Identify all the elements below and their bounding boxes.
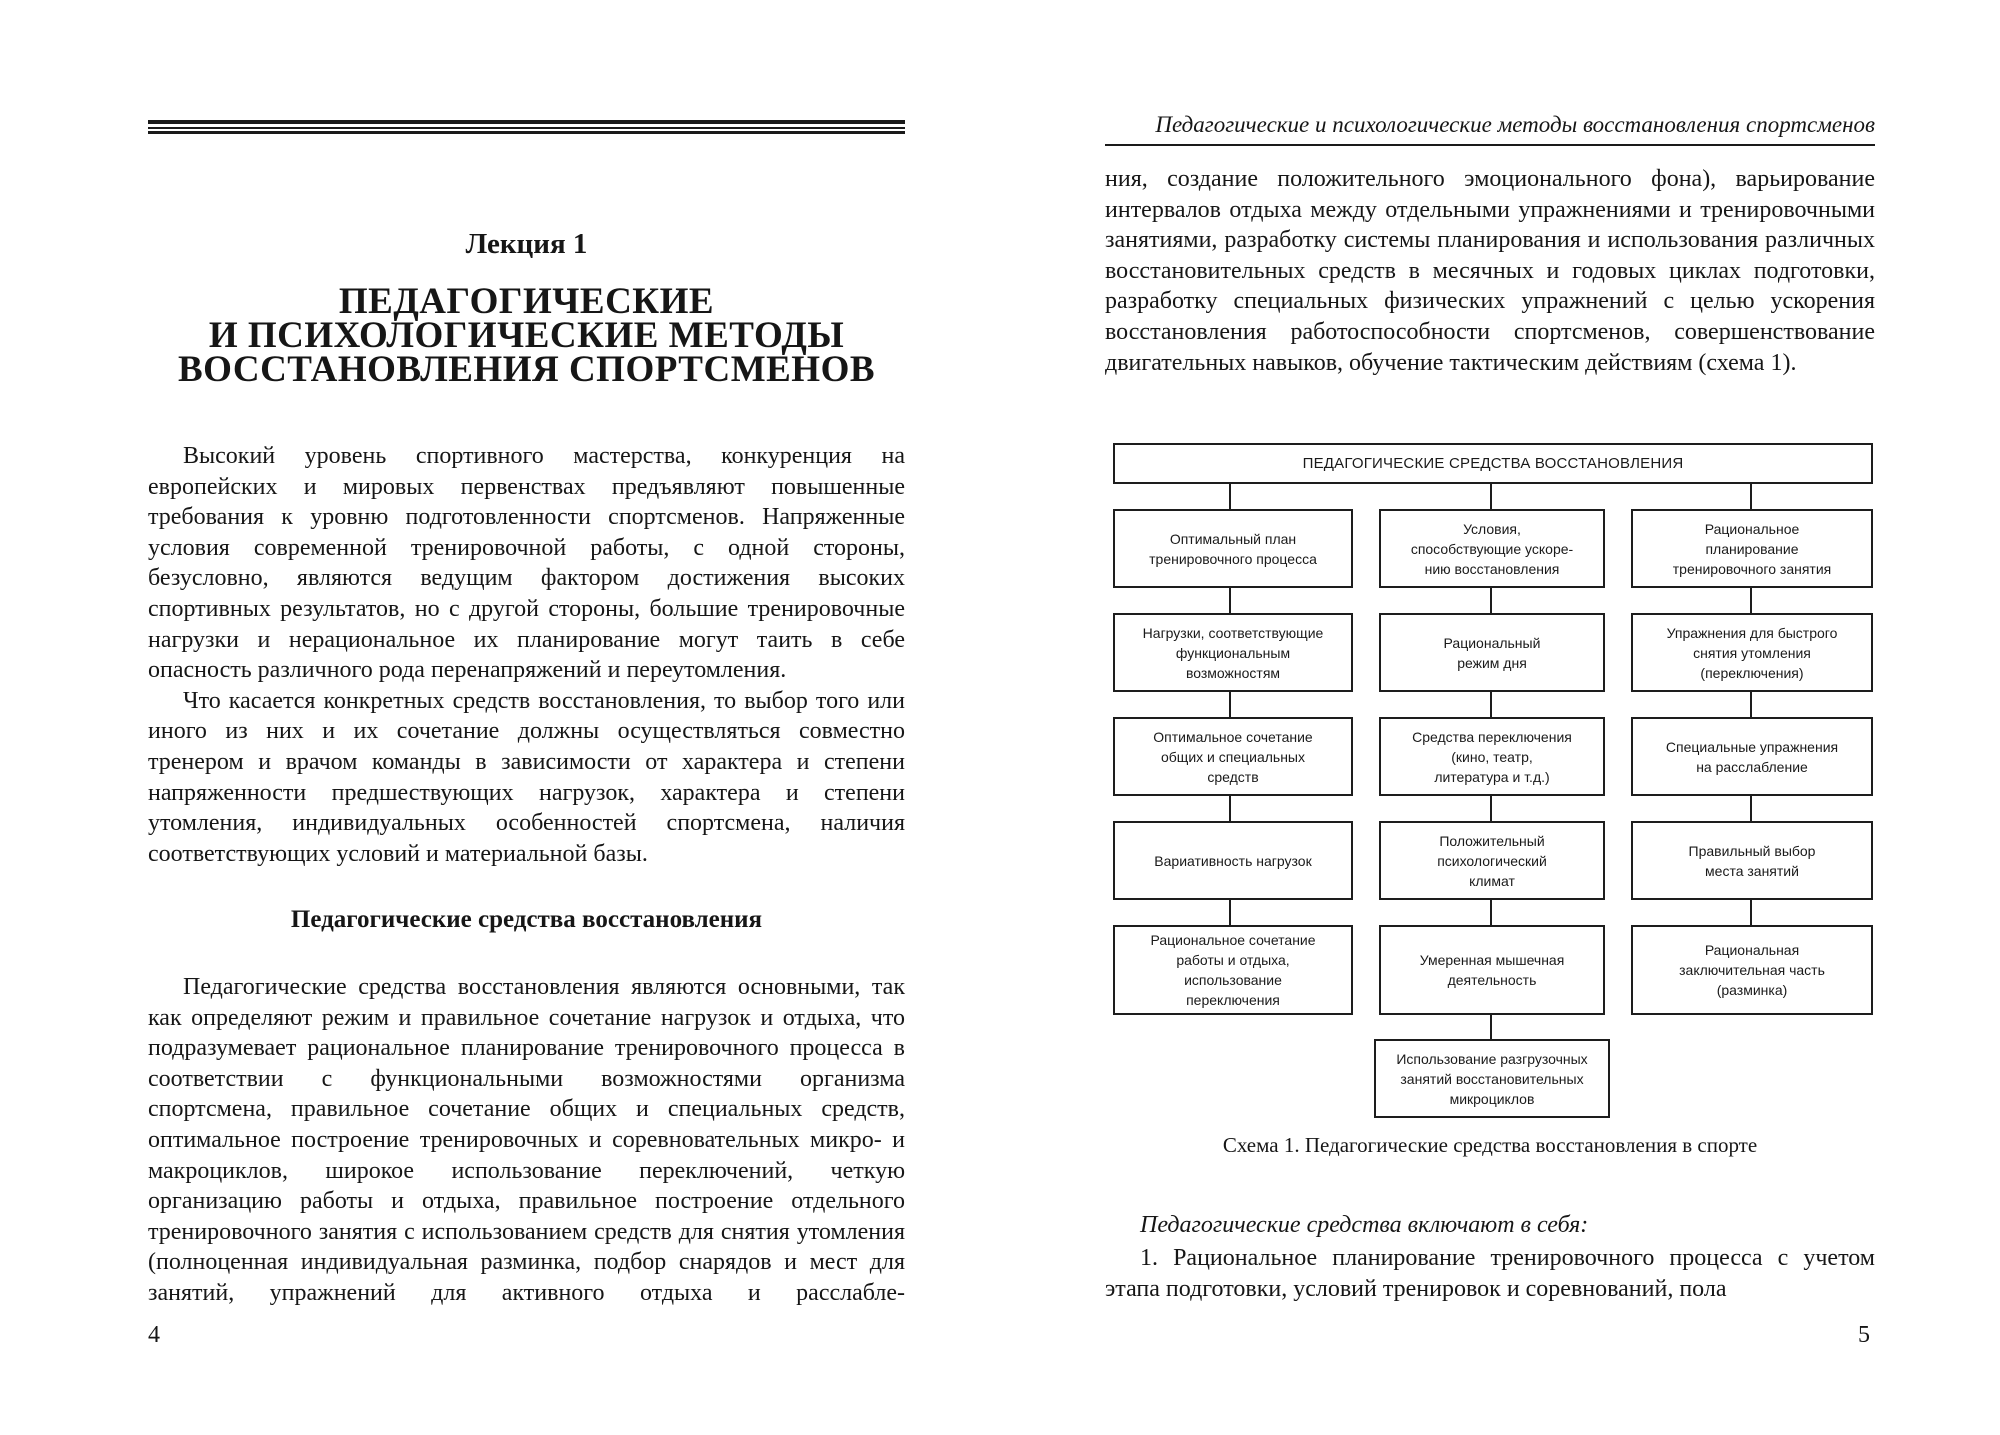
scheme-box: Упражнения для быстрого снятия утомления (переключения) xyxy=(1631,613,1873,692)
chapter-title-line: ПЕДАГОГИЧЕСКИЕ xyxy=(338,281,715,322)
connector xyxy=(1229,900,1231,925)
connector xyxy=(1490,692,1492,717)
lecture-label: Лекция 1 xyxy=(465,228,588,260)
scheme-header-box: ПЕДАГОГИЧЕСКИЕ СРЕДСТВА ВОССТАНОВЛЕНИЯ xyxy=(1113,443,1873,484)
list-text xyxy=(1105,1243,1875,1304)
list-item: 1. Рациональное планирование тренировочного процесса с учетом этапа подготовки, условий тренировок и соревнований, пола xyxy=(1105,1245,1875,1302)
page-number: 4 xyxy=(148,1322,160,1348)
continued-text xyxy=(1105,164,1875,378)
connector xyxy=(1229,588,1231,613)
scheme-box: Рациональное сочетание работы и отдыха, использование переключения xyxy=(1113,925,1353,1015)
intro-text xyxy=(148,441,905,869)
scheme-box: Вариативность нагрузок xyxy=(1113,821,1353,900)
scheme-box: Специальные упражнения на расслабление xyxy=(1631,717,1873,796)
chapter-title-line: ВОССТАНОВЛЕНИЯ СПОРТСМЕНОВ xyxy=(177,349,876,390)
connector xyxy=(1490,796,1492,821)
paragraph: Педагогические средства восстановления являются основными, так как определяют режим и правильное сочетание нагрузок и отдыха, что подразумевает рациональное планирование тренировочного процесса в соответствии с функциональными возможностями организма спортсмена, правильное сочетание общих и специальных средств, оптимальное построение тренировочных и соревновательных микро- и макроциклов, широкое использование переключений, четкую организацию работы и отдыха, правильное построение отдельного тренировочного занятия с использованием средств для снятия утомления (полноценная индивидуальная разминка, подбор снарядов и мест для занятий, упражнений для активного отдыха и расслабле- xyxy=(148,974,905,1306)
connector xyxy=(1490,900,1492,925)
connector xyxy=(1750,900,1752,925)
paragraph: Что касается конкретных средств восстановления, то выбор того или иного из них и их сочетание должны осуществляться совместно тренером и врачом команды в зависимости от характера и степени напряженности предшествующих нагрузок, характера и степени утомления, индивидуальных особенностей спортсмена, наличия соответствующих условий и материальной базы. xyxy=(148,687,905,867)
running-head: Педагогические и психологические методы восстановления спортсменов xyxy=(1105,112,1875,146)
chapter-title-line: И ПСИХОЛОГИЧЕСКИЕ МЕТОДЫ xyxy=(208,315,845,356)
paragraph: Высокий уровень спортивного мастерства, конкуренция на европейских и мировых первенствах предъявляют повышенные требования к уровню подготовленности спортсменов. Напряженные условия современной тренировочной работы, с одной стороны, безусловно, являются ведущим фактором достижения высоких спортивных результатов, но с другой стороны, большие тренировочные нагрузки и нерациональное их планирование могут таить в себе опасность различного рода перенапряжений и переутомления. xyxy=(148,443,905,684)
connector xyxy=(1750,692,1752,717)
scheme-box: Умеренная мышечная деятельность xyxy=(1379,925,1605,1015)
scheme-box: Оптимальное сочетание общих и специальных средств xyxy=(1113,717,1353,796)
connector xyxy=(1490,588,1492,613)
scheme-box: Условия, способствующие ускоре- нию восстановления xyxy=(1379,509,1605,588)
scheme-box: Средства переключения (кино, театр, литература и т.д.) xyxy=(1379,717,1605,796)
section-heading: Педагогические средства восстановления xyxy=(290,906,763,933)
top-rule xyxy=(148,120,905,134)
connector xyxy=(1490,1015,1492,1039)
scheme-diagram xyxy=(1113,443,1873,1123)
right-page xyxy=(1000,0,2000,1435)
scheme-box: Правильный выбор места занятий xyxy=(1631,821,1873,900)
chapter-title xyxy=(148,281,905,390)
connector xyxy=(1750,588,1752,613)
scheme-box: Оптимальный план тренировочного процесса xyxy=(1113,509,1353,588)
scheme-box: Рациональный режим дня xyxy=(1379,613,1605,692)
connector xyxy=(1229,796,1231,821)
scheme-box: Нагрузки, соответствующие функциональным возможностям xyxy=(1113,613,1353,692)
includes-heading: Педагогические средства включают в себя: xyxy=(1140,1212,1589,1238)
scheme-box: Рациональная заключительная часть (разминка) xyxy=(1631,925,1873,1015)
connector xyxy=(1229,692,1231,717)
page-number: 5 xyxy=(1858,1322,1870,1348)
paragraph: ния, создание положительного эмоционального фона), варьирование интервалов отдыха между отдельными упражнениями и тренировочными занятиями, разработку системы планирования и использования различных восстановительных средств в месячных и годовых циклах подготовки, разработку специальных физических упражнений с целью ускорения восстановления работоспособности спортсменов, совершенствование двигательных навыков, обучение тактическим действиям (схема 1). xyxy=(1105,166,1875,376)
scheme-box: Положительный психологический климат xyxy=(1379,821,1605,900)
section-text xyxy=(148,972,905,1309)
connector xyxy=(1750,796,1752,821)
scheme-caption: Схема 1. Педагогические средства восстановления в спорте xyxy=(1222,1133,1758,1157)
scheme-box: Использование разгрузочных занятий восстановительных микроциклов xyxy=(1374,1039,1610,1118)
scheme-box: Рациональное планирование тренировочного занятия xyxy=(1631,509,1873,588)
